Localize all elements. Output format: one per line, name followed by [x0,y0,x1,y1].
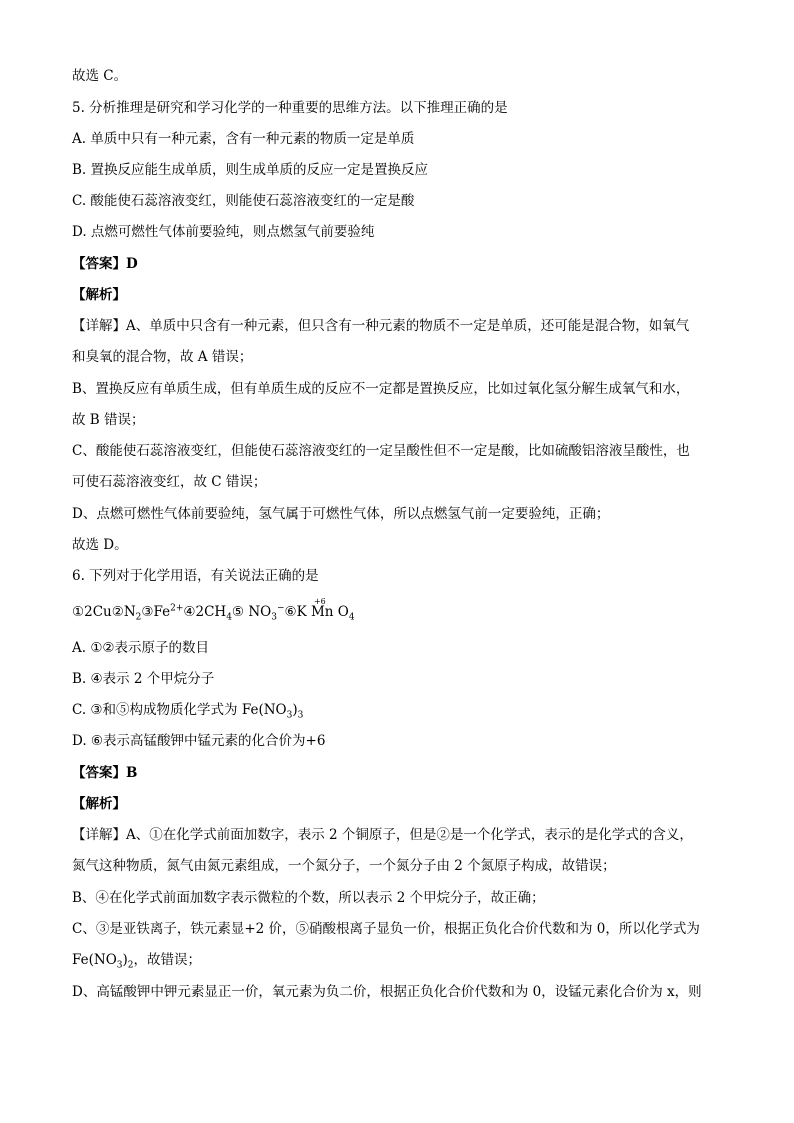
explanation-line: 氮气这种物质，氮气由氮元素组成，一个氮分子，一个氮分子由 2 个氮原子构成，故错误； [72,858,616,874]
manganese-with-valence: +6 Mn [310,597,334,620]
option-a: A. ①②表示原子的数目 [72,640,210,656]
explanation-line: 可使石蕊溶液变红，故 C 错误； [72,474,267,490]
text-line: 故选 D。 [72,537,128,553]
explanation-line: B、④在化学式前面加数字表示微粒的个数，所以表示 2 个甲烷分子，故正确； [72,890,545,906]
chemical-formula-line: $①2Cu②N_2③Fe^{2+}④2CH_4⑤$ $NO_3^-⑥K$ +6 Mn $O_4$ [72,597,355,623]
analysis-label: 【解析】 [72,796,126,812]
explanation-line: C、酸能使石蕊溶液变红，但能使石蕊溶液变红的一定呈酸性但不一定是酸，比如硫酸铝溶液呈酸性，也 [72,443,690,459]
option-a: A. 单质中只有一种元素，含有一种元素的物质一定是单质 [72,131,415,147]
explanation-line: D、点燃可燃性气体前要验纯，氢气属于可燃性气体，所以点燃氢气前一定要验纯，正确； [72,506,610,522]
explanation-line: B、置换反应有单质生成，但有单质生成的反应不一定都是置换反应，比如过氧化氢分解生成氧气和水， [72,381,690,397]
text-line: 故选 C。 [72,68,128,84]
question-6: 6. 下列对于化学用语，有关说法正确的是 [72,568,319,584]
analysis-label: 【解析】 [72,287,126,303]
answer-label: 【答案】D [72,256,138,272]
answer-label: 【答案】B [72,765,138,781]
explanation-line: 【详解】A、①在化学式前面加数字，表示 2 个铜原子，但是②是一个化学式，表示的是化学式的含义， [72,827,693,843]
explanation-line: 和臭氧的混合物，故 A 错误； [72,349,253,365]
question-5: 5. 分析推理是研究和学习化学的一种重要的思维方法。以下推理正确的是 [72,100,508,116]
explanation-line: C、③是亚铁离子，铁元素显+2 价，⑤硝酸根离子显负一价，根据正负化合价代数和为 0，所以化学式为 [72,921,700,937]
explanation-line: D、高锰酸钾中钾元素显正一价，氧元素为负二价，根据正负化合价代数和为 0，设锰元素化合价为 x，则 [72,984,702,1000]
option-c: C. 酸能使石蕊溶液变红，则能使石蕊溶液变红的一定是酸 [72,193,415,209]
explanation-line: $Fe(NO_3)_2$，故错误； [72,952,202,971]
option-d: D. 点燃可燃性气体前要验纯，则点燃氢气前要验纯 [72,224,375,240]
explanation-line: 【详解】A、单质中只含有一种元素，但只含有一种元素的物质不一定是单质，还可能是混合物，如氧气 [72,318,690,334]
option-d: D. ⑥表示高锰酸钾中锰元素的化合价为+6 [72,733,326,749]
option-c: C. ③和⑤构成物质化学式为 $Fe(NO_3)_3$ [72,702,304,721]
explanation-line: 故 B 错误； [72,412,145,428]
option-b: B. 置换反应能生成单质，则生成单质的反应一定是置换反应 [72,162,429,178]
option-b: B. ④表示 2 个甲烷分子 [72,671,215,687]
